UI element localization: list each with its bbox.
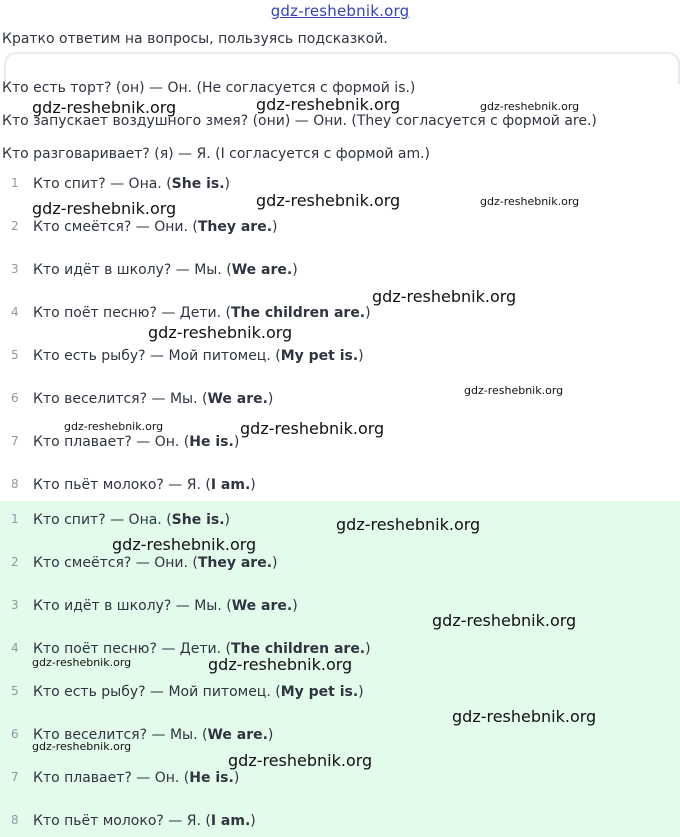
watermark: gdz-reshebnik.org [228,751,373,770]
list-item [0,219,680,239]
watermark: gdz-reshebnik.org [432,611,577,630]
watermark: gdz-reshebnik.org [256,191,401,210]
watermark: gdz-reshebnik.org [32,199,177,218]
item-number: 8 [11,813,19,827]
item-number: 1 [11,176,19,190]
watermark: gdz-reshebnik.org [240,419,385,438]
answer-text: Кто идёт в школу? — Мы. (We are.) [33,598,298,614]
answer-text: Кто идёт в школу? — Мы. (We are.) [33,262,298,278]
watermark: gdz-reshebnik.org [464,384,564,397]
item-number: 5 [11,348,19,362]
list-item [0,598,680,618]
watermark: gdz-reshebnik.org [480,195,580,208]
watermark: gdz-reshebnik.org [372,287,517,306]
hint-line: Кто есть торт? (он) — Он. (Не согласуется с формой is.) [2,80,416,96]
watermark: gdz-reshebnik.org [256,95,401,114]
list-item [0,684,680,704]
site-link[interactable]: gdz-reshebnik.org [270,2,410,20]
answer-text: Кто спит? — Она. (She is.) [33,512,231,528]
answer-text: Кто поёт песню? — Дети. (The children are.) [33,641,371,657]
watermark: gdz-reshebnik.org [112,535,257,554]
answer-text: Кто есть рыбу? — Мой питомец. (My pet is.) [33,348,364,364]
list-item [0,391,680,411]
item-number: 6 [11,391,19,405]
task-intro: Кратко ответим на вопросы, пользуясь подсказкой. [2,31,388,47]
answer-text: Кто веселится? — Мы. (We are.) [33,727,274,743]
item-number: 5 [11,684,19,698]
answer-text: Кто плавает? — Он. (He is.) [33,770,240,786]
answer-text: Кто пьёт молоко? — Я. (I am.) [33,477,256,493]
hint-line: Кто запускает воздушного змея? (они) — Они. (They согласуется с формой are.) [2,113,597,129]
list-item [0,262,680,282]
watermark: gdz-reshebnik.org [32,656,132,669]
list-item [0,348,680,368]
answer-text: Кто спит? — Она. (She is.) [33,176,231,192]
hint-line: Кто разговаривает? (я) — Я. (I согласуется с формой am.) [2,146,430,162]
list-item [0,770,680,790]
watermark: gdz-reshebnik.org [64,420,164,433]
list-item [0,555,680,575]
item-number: 3 [11,598,19,612]
watermark: gdz-reshebnik.org [32,740,132,753]
item-number: 4 [11,641,19,655]
item-number: 1 [11,512,19,526]
item-number: 8 [11,477,19,491]
watermark: gdz-reshebnik.org [336,515,481,534]
watermark: gdz-reshebnik.org [32,98,177,117]
answer-text: Кто смеётся? — Они. (They are.) [33,555,278,571]
answer-text: Кто плавает? — Он. (He is.) [33,434,240,450]
answer-text: Кто веселится? — Мы. (We are.) [33,391,274,407]
watermark: gdz-reshebnik.org [148,323,293,342]
list-item [0,813,680,833]
answer-text: Кто смеётся? — Они. (They are.) [33,219,278,235]
item-number: 2 [11,555,19,569]
list-item [0,477,680,497]
item-number: 7 [11,434,19,448]
answer-text: Кто поёт песню? — Дети. (The children are.) [33,305,371,321]
list-item [0,305,680,325]
answer-text: Кто пьёт молоко? — Я. (I am.) [33,813,256,829]
item-number: 6 [11,727,19,741]
watermark: gdz-reshebnik.org [480,100,580,113]
item-number: 2 [11,219,19,233]
watermark: gdz-reshebnik.org [452,707,597,726]
item-number: 7 [11,770,19,784]
item-number: 4 [11,305,19,319]
answer-text: Кто есть рыбу? — Мой питомец. (My pet is.) [33,684,364,700]
item-number: 3 [11,262,19,276]
watermark: gdz-reshebnik.org [208,655,353,674]
